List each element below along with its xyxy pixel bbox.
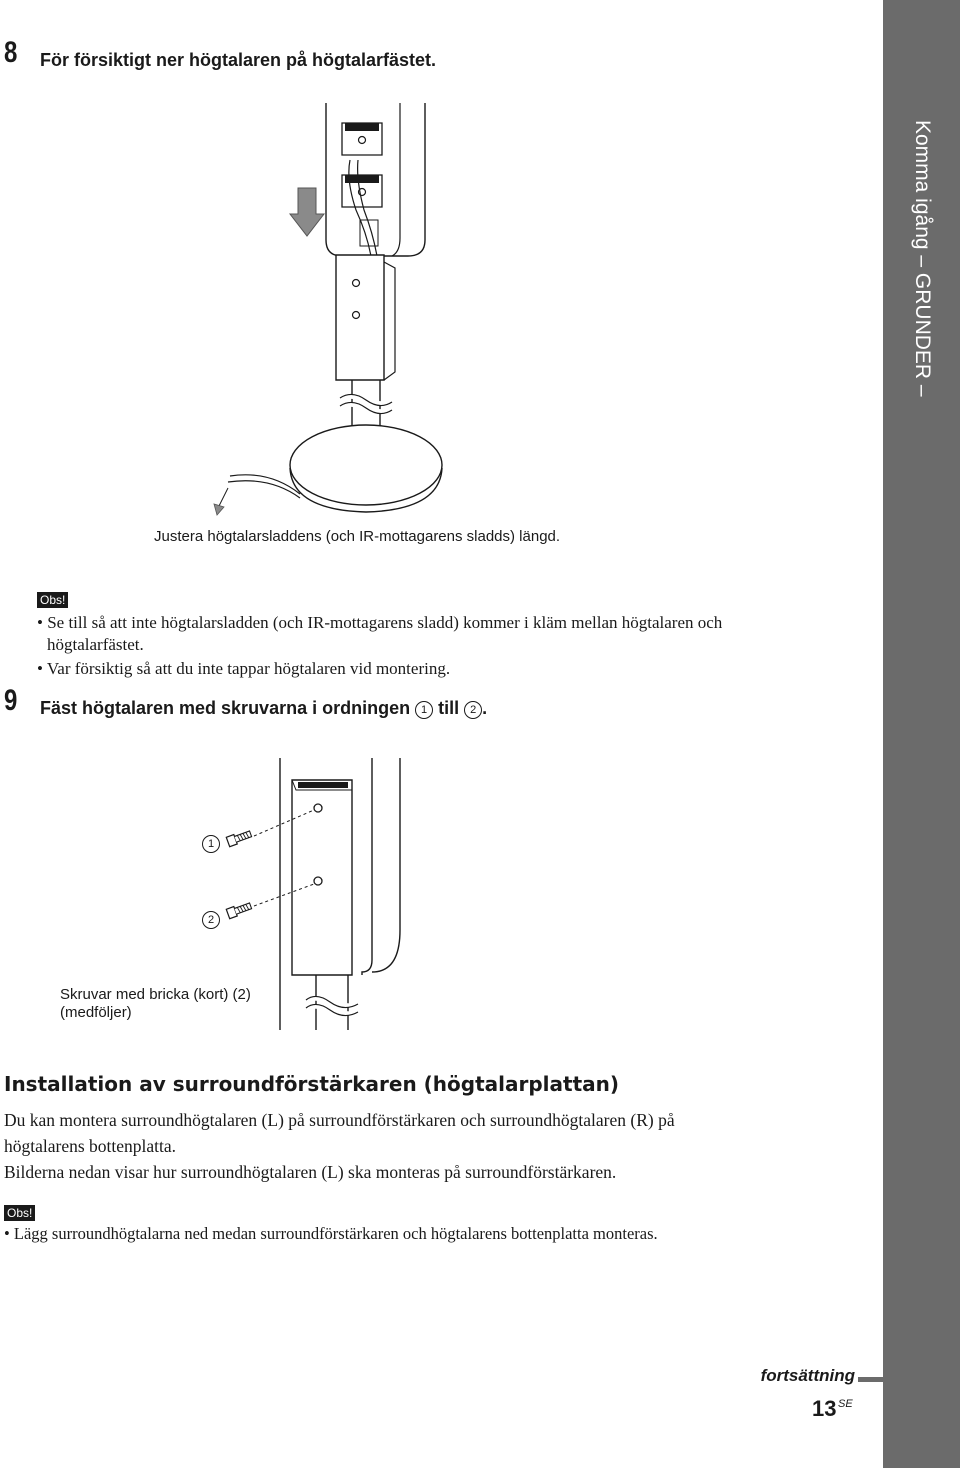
step-9-text-middle: till <box>438 698 460 718</box>
step-9-text-end: . <box>482 698 488 718</box>
section-paragraph-line1: Du kan montera surroundhögtalaren (L) på surroundförstärkaren och surroundhögtalaren (R) på <box>4 1110 675 1130</box>
screw-2-label-wrap <box>202 908 220 929</box>
figure-1-caption: Justera högtalarsladdens (och IR-mottagarens sladds) längd. <box>154 528 561 545</box>
step-9-number: 9 <box>4 684 18 717</box>
note-bullet-text: Var försiktig så att du inte tappar högtalaren vid montering. <box>46 659 451 678</box>
obs-badge-2: Obs! <box>4 1205 35 1221</box>
step-8-number: 8 <box>4 36 18 69</box>
page-number: 13 <box>812 1396 837 1421</box>
note-bullet-continuation: högtalarfästet. <box>47 635 144 654</box>
screw-2 <box>226 901 252 919</box>
screw-1-label-wrap <box>202 832 220 853</box>
figure-2-caption-line2: (medföljer) <box>60 1004 132 1021</box>
continued-label: fortsättning <box>760 1366 855 1385</box>
screw-2-label: 2 <box>202 911 220 929</box>
screw-1 <box>226 829 252 847</box>
sidebar-section-label: Komma igång – GRUNDER – <box>911 120 934 397</box>
screw-1-label: 1 <box>202 835 220 853</box>
note-2-bullet: • Lägg surroundhögtalarna ned medan surroundförstärkaren och högtalarens bottenplatta monteras. <box>4 1224 658 1243</box>
note-2-bullet-text: Lägg surroundhögtalarna ned medan surroundförstärkaren och högtalarens bottenplatta monteras. <box>13 1224 658 1243</box>
figure-2-caption-line1: Skruvar med bricka (kort) (2) <box>60 986 251 1003</box>
note-bullet: • Se till så att inte högtalarsladden (och IR-mottagarens sladd) kommer i kläm mellan högtalaren och <box>37 613 723 632</box>
marker-2: 2 <box>464 701 482 719</box>
note-bullet: • Var försiktig så att du inte tappar högtalaren vid montering. <box>37 659 451 678</box>
continued-rule <box>858 1377 883 1382</box>
page-suffix: SE <box>838 1398 853 1410</box>
marker-1: 1 <box>415 701 433 719</box>
step-9-text-start: Fäst högtalaren med skruvarna i ordningen <box>40 698 411 718</box>
section-heading: Installation av surroundförstärkaren (högtalarplattan) <box>4 1072 620 1096</box>
step-8-text: För försiktigt ner högtalaren på högtalarfästet. <box>40 50 437 70</box>
section-paragraph-line2: högtalarens bottenplatta. <box>4 1136 177 1156</box>
note-bullet-text: Se till så att inte högtalarsladden (och IR-mottagarens sladd) kommer i kläm mellan högtalaren och <box>47 613 723 632</box>
obs-badge: Obs! <box>37 592 68 608</box>
section-paragraph-line3: Bilderna nedan visar hur surroundhögtalaren (L) ska monteras på surroundförstärkaren. <box>4 1162 617 1182</box>
